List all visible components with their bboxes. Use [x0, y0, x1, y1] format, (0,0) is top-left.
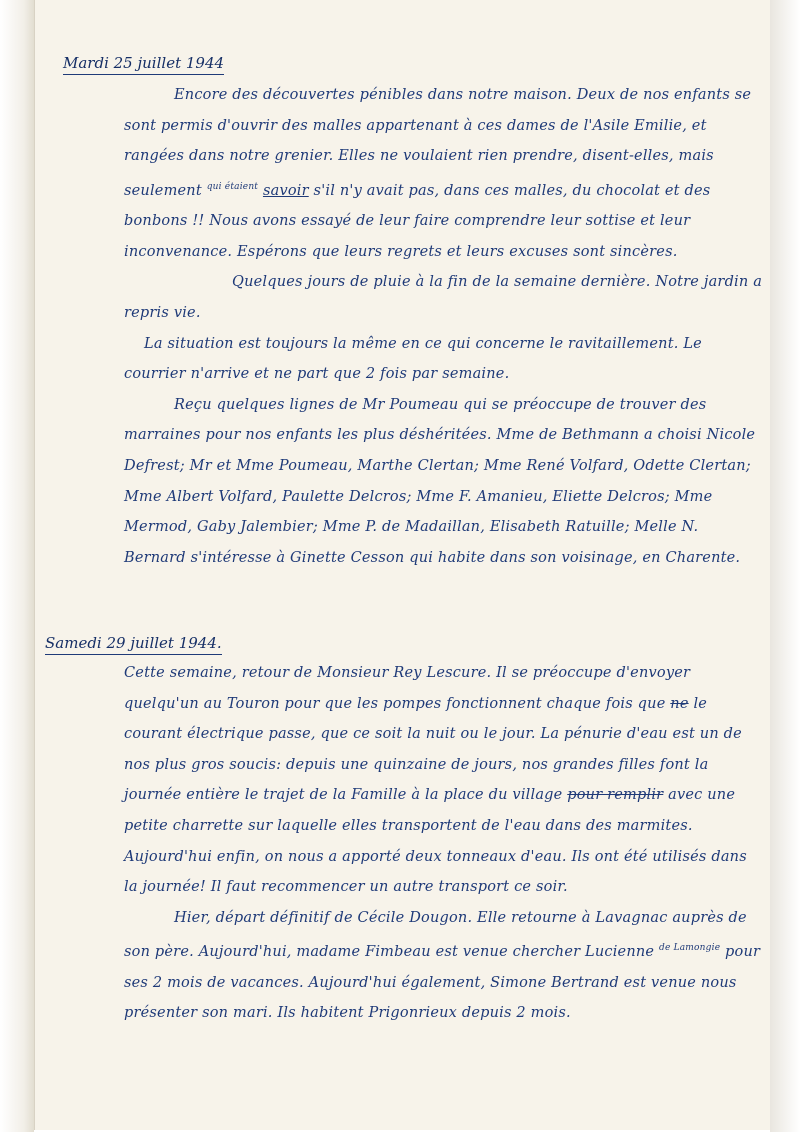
paragraph — [124, 903, 764, 1029]
crossed-out-word: ne — [670, 695, 689, 712]
diary-entry — [124, 80, 764, 573]
paragraph-text: le courant électrique passe, que ce soit la nuit ou le jour. La pénurie d'eau est un de nos plus gros soucis: depuis une quinzaine de jours, nos grandes filles font la journée entière le trajet de la Famille à la place du village — [124, 695, 742, 804]
paragraph: La situation est toujours la même en ce qui concerne le ravitaillement. Le courrier n'arrive et ne part que 2 fois par semaine. — [124, 335, 702, 383]
crossed-out-word: pour remplir — [567, 787, 664, 804]
inserted-words: de Lamongie — [659, 943, 721, 954]
underlined-word: savoir — [262, 182, 309, 199]
book-binding — [0, 0, 34, 1132]
diary-entry — [124, 658, 764, 1029]
paragraph-text: Cette semaine, retour de Monsieur Rey Lescure. Il se préoccupe d'envoyer quelqu'un au Touron pour que les pompes fonctionnent chaque fois que — [124, 665, 691, 712]
page-edge — [770, 0, 800, 1132]
paragraph: Reçu quelques lignes de Mr Poumeau qui se préoccupe de trouver des marraines pour nos enfants les plus déshéritées. Mme de Bethmann a choisi Nicole Defrest; Mr et Mme Poumeau, Marthe Clertan; Mme René Volfard, Odette Clertan; Mme Albert Volfard, Paulette Delcros; Mme F. Amanieu, Eliette Delcros; Mme Mermod, Gaby Jalembier; Mme P. de Madaillan, Elisabeth Ratuille; Melle N. Bernard s'intéresse à Ginette Cesson qui habite dans son voisinage, en Charente. — [124, 396, 756, 566]
paragraph: Quelques jours de pluie à la fin de la semaine dernière. Notre jardin a repris vie. — [124, 274, 763, 321]
paragraph-text: Encore des découvertes pénibles dans notre maison. Deux de nos enfants se sont permis d'ouvrir des malles appartenant à ces dames de l'Asile Emilie, et rangées dans notre grenier. Elles ne voulaient rien prendre, disent-elles, mais seulement — [124, 87, 752, 199]
paragraph — [124, 80, 764, 267]
paragraph-text: Hier, départ définitif de Cécile Dougon. Elle retourne à Lavagnac auprès de son père. Aujourd'hui, madame Fimbeau est venue chercher Lucienne — [124, 909, 747, 961]
entry-date: Samedi 29 juillet 1944. — [45, 634, 222, 655]
paragraph-text: s'il n'y avait pas, dans ces malles, du chocolat et des bonbons !! Nous avons essayé de leur faire comprendre leur sottise et leur inconvenance. Espérons que leurs regrets et leurs excuses sont sincères. — [124, 182, 711, 260]
paragraph-text: pour ses 2 mois de vacances. Aujourd'hui également, Simone Bertrand est venue nous présenter son mari. Ils habitent Prigonrieux depuis 2 mois. — [124, 944, 761, 1022]
paragraph — [124, 658, 764, 903]
entry-date: Mardi 25 juillet 1944 — [63, 54, 224, 75]
inserted-words: qui étaient — [206, 181, 259, 192]
paragraph-text: avec une petite charrette sur laquelle elles transportent de l'eau dans des marmites. Aujourd'hui enfin, on nous a apporté deux tonneaux d'eau. Ils ont été utilisés dans la journée! Il faut recommencer un autre transport ce soir. — [124, 787, 747, 896]
